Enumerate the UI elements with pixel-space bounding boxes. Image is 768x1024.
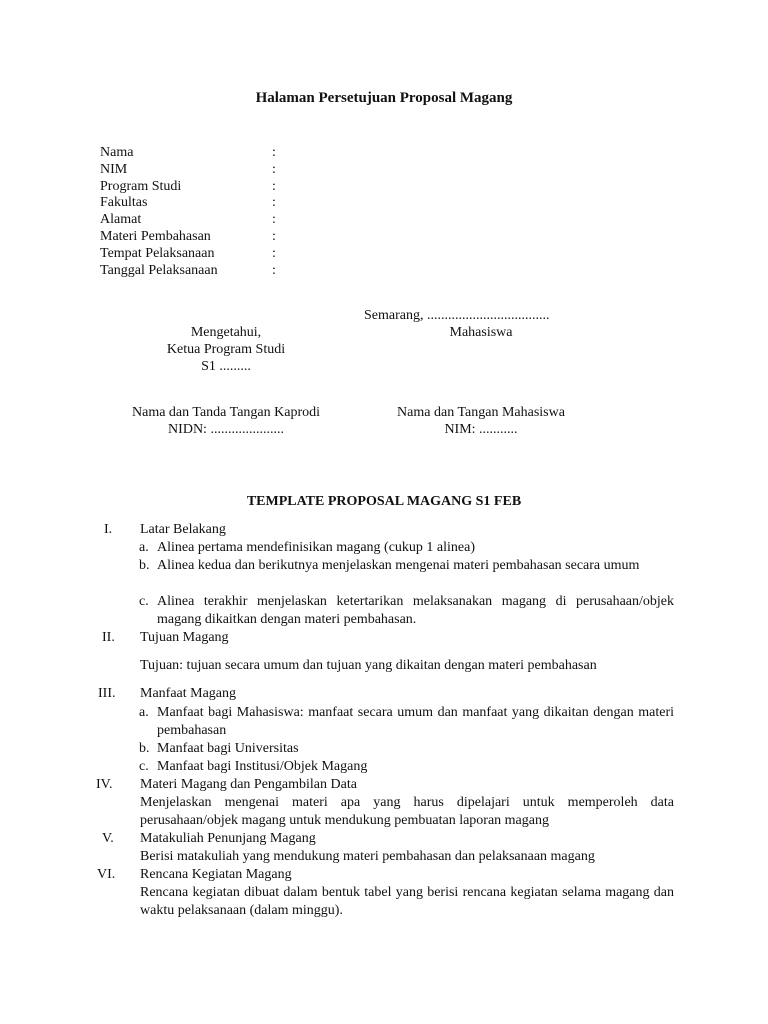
field-label: Nama (100, 145, 134, 160)
field-label: Fakultas (100, 195, 148, 210)
field-colon: : (272, 195, 276, 210)
item-text: Alinea terakhir menjelaskan ketertarikan melaksanakan magang di perusahaan/objek magang dikaitkan dengan materi pembahasan. (157, 594, 674, 627)
approval-title: Halaman Persetujuan Proposal Magang (255, 90, 513, 106)
item-letter: b. (139, 558, 150, 573)
section-heading: Materi Magang dan Pengambilan Data (140, 777, 357, 792)
left-sign-line3: S1 ......... (201, 359, 251, 374)
section-numeral: III. (98, 686, 116, 701)
field-colon: : (272, 162, 276, 177)
field-colon: : (272, 246, 276, 261)
section-body: Berisi matakuliah yang mendukung materi pembahasan dan pelaksanaan magang (140, 849, 595, 864)
field-label: Tempat Pelaksanaan (100, 246, 215, 261)
field-label: Materi Pembahasan (100, 229, 211, 244)
section-numeral: IV. (96, 777, 113, 792)
field-colon: : (272, 179, 276, 194)
right-sign-line1: Mahasiswa (449, 325, 513, 340)
kaprodi-name-line: Nama dan Tanda Tangan Kaprodi (131, 405, 321, 420)
item-letter: c. (139, 759, 149, 774)
field-colon: : (272, 145, 276, 160)
section-numeral: VI. (97, 867, 116, 882)
section-body: Rencana kegiatan dibuat dalam bentuk tabel yang berisi rencana kegiatan selama magang dan waktu pelaksanaan (dalam minggu). (140, 885, 674, 918)
item-text: Manfaat bagi Mahasiswa: manfaat secara umum dan manfaat yang dikaitan dengan materi pembahasan (157, 705, 674, 738)
section-body: Tujuan: tujuan secara umum dan tujuan yang dikaitan dengan materi pembahasan (140, 658, 597, 673)
field-label: Tanggal Pelaksanaan (100, 263, 218, 278)
section-heading: Matakuliah Penunjang Magang (140, 831, 316, 846)
template-title: TEMPLATE PROPOSAL MAGANG S1 FEB (246, 494, 522, 509)
item-letter: a. (139, 705, 149, 720)
field-colon: : (272, 229, 276, 244)
item-letter: b. (139, 741, 150, 756)
field-label: NIM (100, 162, 128, 177)
left-sign-line2: Ketua Program Studi (166, 342, 286, 357)
field-colon: : (272, 263, 276, 278)
section-heading: Rencana Kegiatan Magang (140, 867, 292, 882)
item-letter: a. (139, 540, 149, 555)
section-heading: Latar Belakang (140, 522, 226, 537)
kaprodi-nidn-line: NIDN: ..................... (168, 422, 284, 437)
place-date: Semarang, ................................... (364, 308, 550, 323)
section-numeral: I. (104, 522, 113, 537)
left-sign-line1: Mengetahui, (190, 325, 262, 340)
section-heading: Tujuan Magang (140, 630, 229, 645)
section-numeral: V. (102, 831, 114, 846)
section-body: Menjelaskan mengenai materi apa yang harus dipelajari untuk memperoleh data perusahaan/objek magang untuk mendukung pembuatan laporan magang (140, 795, 674, 828)
item-text: Alinea pertama mendefinisikan magang (cukup 1 alinea) (157, 540, 475, 555)
item-text: Manfaat bagi Universitas (157, 741, 299, 756)
student-nim-line: NIM: ........... (444, 422, 518, 437)
section-heading: Manfaat Magang (140, 686, 237, 701)
item-text: Manfaat bagi Institusi/Objek Magang (157, 759, 368, 774)
field-label: Program Studi (100, 179, 182, 194)
section-numeral: II. (102, 630, 115, 645)
item-letter: c. (139, 594, 149, 609)
field-label: Alamat (100, 212, 142, 227)
field-colon: : (272, 212, 276, 227)
item-text: Alinea kedua dan berikutnya menjelaskan mengenai materi pembahasan secara umum (157, 558, 640, 573)
student-name-line: Nama dan Tangan Mahasiswa (397, 405, 565, 420)
